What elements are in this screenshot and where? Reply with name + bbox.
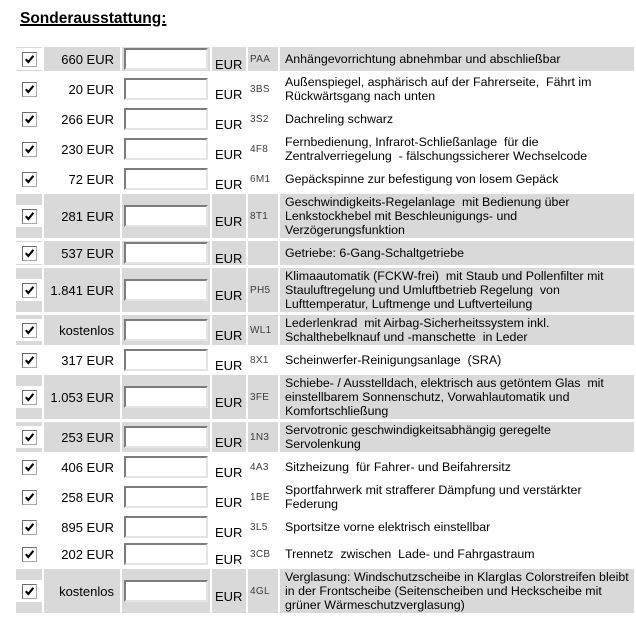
option-price: 281 EUR xyxy=(44,194,120,238)
checkbox-check-icon xyxy=(24,144,35,155)
option-price: 266 EUR xyxy=(44,107,120,131)
price-input[interactable] xyxy=(124,319,208,341)
checkbox-check-icon xyxy=(24,522,35,533)
option-checkbox[interactable] xyxy=(22,520,37,535)
price-input[interactable] xyxy=(124,242,208,264)
option-description: Servotronic geschwindigkeitsabhängig geregelte Servolenkung xyxy=(285,423,555,451)
option-description: Außenspiegel, asphärisch auf der Fahrerseite, Fährt im Rückwärtsgang nach unten xyxy=(285,75,595,103)
option-row xyxy=(16,422,634,452)
option-code: WL1 xyxy=(248,315,278,345)
option-price: kostenlos xyxy=(44,569,120,613)
option-row xyxy=(16,268,634,312)
option-row xyxy=(16,167,634,191)
option-checkbox-cell xyxy=(16,268,42,312)
currency-label: EUR xyxy=(215,146,243,162)
option-checkbox-cell xyxy=(16,241,42,265)
price-input[interactable] xyxy=(124,349,208,371)
option-description: Verglasung: Windschutzscheibe in Klarglas Colorstreifen bleibt in der Frontscheibe (Seitenscheiben und Heckscheibe mit grüner Wärmeschutzverglasung) xyxy=(285,570,633,612)
option-price: 230 EUR xyxy=(44,134,120,164)
option-description: Getriebe: 6-Gang-Schaltgetriebe xyxy=(285,246,465,260)
option-row xyxy=(16,194,634,238)
option-checkbox[interactable] xyxy=(22,172,37,187)
option-row xyxy=(16,482,634,512)
option-price: 660 EUR xyxy=(44,47,120,71)
option-checkbox-cell xyxy=(16,455,42,479)
option-checkbox-cell xyxy=(16,348,42,372)
option-price: 1.053 EUR xyxy=(44,375,120,419)
option-checkbox[interactable] xyxy=(22,460,37,475)
price-input[interactable] xyxy=(124,516,208,538)
option-code: 3BS xyxy=(248,74,278,104)
option-row xyxy=(16,107,634,131)
option-checkbox-cell xyxy=(16,107,42,131)
option-checkbox-cell xyxy=(16,74,42,104)
option-checkbox[interactable] xyxy=(22,323,37,338)
option-price: 1.841 EUR xyxy=(44,268,120,312)
option-description: Gepäckspinne zur befestigung von losem Gepäck xyxy=(285,172,559,186)
option-code: 4GL xyxy=(248,569,278,613)
checkbox-check-icon xyxy=(24,84,35,95)
option-checkbox[interactable] xyxy=(22,430,37,445)
price-input[interactable] xyxy=(124,426,208,448)
option-code: 4F8 xyxy=(248,134,278,164)
option-checkbox-cell xyxy=(16,482,42,512)
option-code: PH5 xyxy=(248,268,278,312)
price-input[interactable] xyxy=(124,386,208,408)
option-code: PAA xyxy=(248,47,278,71)
currency-label: EUR xyxy=(215,213,243,229)
option-code: 3CB xyxy=(248,542,278,566)
option-checkbox[interactable] xyxy=(22,209,37,224)
price-input[interactable] xyxy=(124,580,208,602)
option-row xyxy=(16,134,634,164)
price-input[interactable] xyxy=(124,456,208,478)
option-checkbox[interactable] xyxy=(22,547,37,562)
price-input[interactable] xyxy=(124,486,208,508)
option-description: Trennetz zwischen Lade- und Fahrgastraum xyxy=(285,547,535,561)
option-checkbox[interactable] xyxy=(22,82,37,97)
option-row xyxy=(16,348,634,372)
option-row xyxy=(16,74,634,104)
currency-label: EUR xyxy=(215,588,243,604)
option-checkbox-cell xyxy=(16,134,42,164)
option-checkbox[interactable] xyxy=(22,490,37,505)
option-checkbox[interactable] xyxy=(22,52,37,67)
option-price: 537 EUR xyxy=(44,241,120,265)
currency-label: EUR xyxy=(215,524,243,540)
currency-label: EUR xyxy=(215,176,243,192)
option-description: Sitzheizung für Fahrer- und Beifahrersitz xyxy=(285,460,511,474)
option-price: 202 EUR xyxy=(44,542,120,566)
page-title: Sonderausstattung: xyxy=(20,10,167,27)
currency-label: EUR xyxy=(215,464,243,480)
option-checkbox-cell xyxy=(16,515,42,539)
option-description: Sportfahrwerk mit strafferer Dämpfung und verstärkter Federung xyxy=(285,483,586,511)
option-price: kostenlos xyxy=(44,315,120,345)
currency-label: EUR xyxy=(215,357,243,373)
checkbox-check-icon xyxy=(24,54,35,65)
option-checkbox-cell xyxy=(16,569,42,613)
checkbox-check-icon xyxy=(24,248,35,259)
options-table xyxy=(16,47,634,613)
option-code: 4A3 xyxy=(248,455,278,479)
option-description: Fernbedienung, Infrarot-Schließanlage für die Zentralverriegelung - fälschungssicherer Wechselcode xyxy=(285,135,588,163)
option-code: 1BE xyxy=(248,482,278,512)
option-checkbox[interactable] xyxy=(22,283,37,298)
option-description: Lederlenkrad mit Airbag-Sicherheitssystem inkl. Schalthebelknauf und -manschette in Leder xyxy=(285,316,553,344)
option-row xyxy=(16,542,634,566)
price-input[interactable] xyxy=(124,279,208,301)
option-code: 8T1 xyxy=(248,194,278,238)
option-price: 406 EUR xyxy=(44,455,120,479)
option-checkbox[interactable] xyxy=(22,246,37,261)
currency-label: EUR xyxy=(215,434,243,450)
option-row xyxy=(16,569,634,613)
checkbox-check-icon xyxy=(24,325,35,336)
checkbox-check-icon xyxy=(24,432,35,443)
option-price: 258 EUR xyxy=(44,482,120,512)
currency-label: EUR xyxy=(215,56,243,72)
option-row xyxy=(16,375,634,419)
option-checkbox[interactable] xyxy=(22,584,37,599)
option-price: 72 EUR xyxy=(44,167,120,191)
option-checkbox[interactable] xyxy=(22,390,37,405)
option-price: 20 EUR xyxy=(44,74,120,104)
option-code: 1N3 xyxy=(248,422,278,452)
option-price: 253 EUR xyxy=(44,422,120,452)
currency-label: EUR xyxy=(215,250,243,266)
option-checkbox-cell xyxy=(16,194,42,238)
option-code: 3L5 xyxy=(248,515,278,539)
price-input[interactable] xyxy=(124,138,208,160)
option-row xyxy=(16,47,634,71)
option-checkbox[interactable] xyxy=(22,142,37,157)
checkbox-check-icon xyxy=(24,586,35,597)
price-input[interactable] xyxy=(124,48,208,70)
option-description: Klimaautomatik (FCKW-frei) mit Staub und Pollenfilter mit Stauluftregelung und Umluftbetrieb Regelung von Lufttemperatur, Luftmenge und Luftverteilung xyxy=(285,269,608,311)
option-row xyxy=(16,455,634,479)
checkbox-check-icon xyxy=(24,549,35,560)
option-code: 8X1 xyxy=(248,348,278,372)
option-row xyxy=(16,241,634,265)
currency-label: EUR xyxy=(215,494,243,510)
option-checkbox-cell xyxy=(16,47,42,71)
currency-label: EUR xyxy=(215,394,243,410)
option-description: Dachreling schwarz xyxy=(285,112,394,126)
currency-label: EUR xyxy=(215,116,243,132)
option-checkbox-cell xyxy=(16,375,42,419)
checkbox-check-icon xyxy=(24,492,35,503)
option-code: 3S2 xyxy=(248,107,278,131)
option-code: 6M1 xyxy=(248,167,278,191)
option-description: Sportsitze vorne elektrisch einstellbar xyxy=(285,520,491,534)
option-description: Anhängevorrichtung abnehmbar und abschließbar xyxy=(285,52,561,66)
currency-label: EUR xyxy=(215,287,243,303)
price-input[interactable] xyxy=(124,543,208,565)
option-row xyxy=(16,515,634,539)
currency-label: EUR xyxy=(215,86,243,102)
option-code: 3FE xyxy=(248,375,278,419)
option-description: Schiebe- / Ausstelldach, elektrisch aus getöntem Glas mit einstellbarem Sonnenschutz, Vorwahlautomatik und Komfortschließung xyxy=(285,376,608,418)
price-input[interactable] xyxy=(124,108,208,130)
checkbox-check-icon xyxy=(24,174,35,185)
checkbox-check-icon xyxy=(24,114,35,125)
price-input[interactable] xyxy=(124,168,208,190)
option-checkbox-cell xyxy=(16,167,42,191)
price-input[interactable] xyxy=(124,78,208,100)
currency-label: EUR xyxy=(215,551,243,567)
option-checkbox-cell xyxy=(16,542,42,566)
checkbox-check-icon xyxy=(24,392,35,403)
option-checkbox[interactable] xyxy=(22,353,37,368)
checkbox-check-icon xyxy=(24,211,35,222)
checkbox-check-icon xyxy=(24,462,35,473)
option-price: 317 EUR xyxy=(44,348,120,372)
option-row xyxy=(16,315,634,345)
option-checkbox-cell xyxy=(16,315,42,345)
option-price: 895 EUR xyxy=(44,515,120,539)
option-description: Geschwindigkeits-Regelanlage mit Bedienung über Lenkstockhebel mit Beschleunigungs- und Verzögerungsfunktion xyxy=(285,195,573,237)
option-checkbox-cell xyxy=(16,422,42,452)
option-code xyxy=(248,241,278,265)
option-description: Scheinwerfer-Reinigungsanlage (SRA) xyxy=(285,353,502,367)
checkbox-check-icon xyxy=(24,355,35,366)
checkbox-check-icon xyxy=(24,285,35,296)
price-input[interactable] xyxy=(124,205,208,227)
currency-label: EUR xyxy=(215,327,243,343)
option-checkbox[interactable] xyxy=(22,112,37,127)
